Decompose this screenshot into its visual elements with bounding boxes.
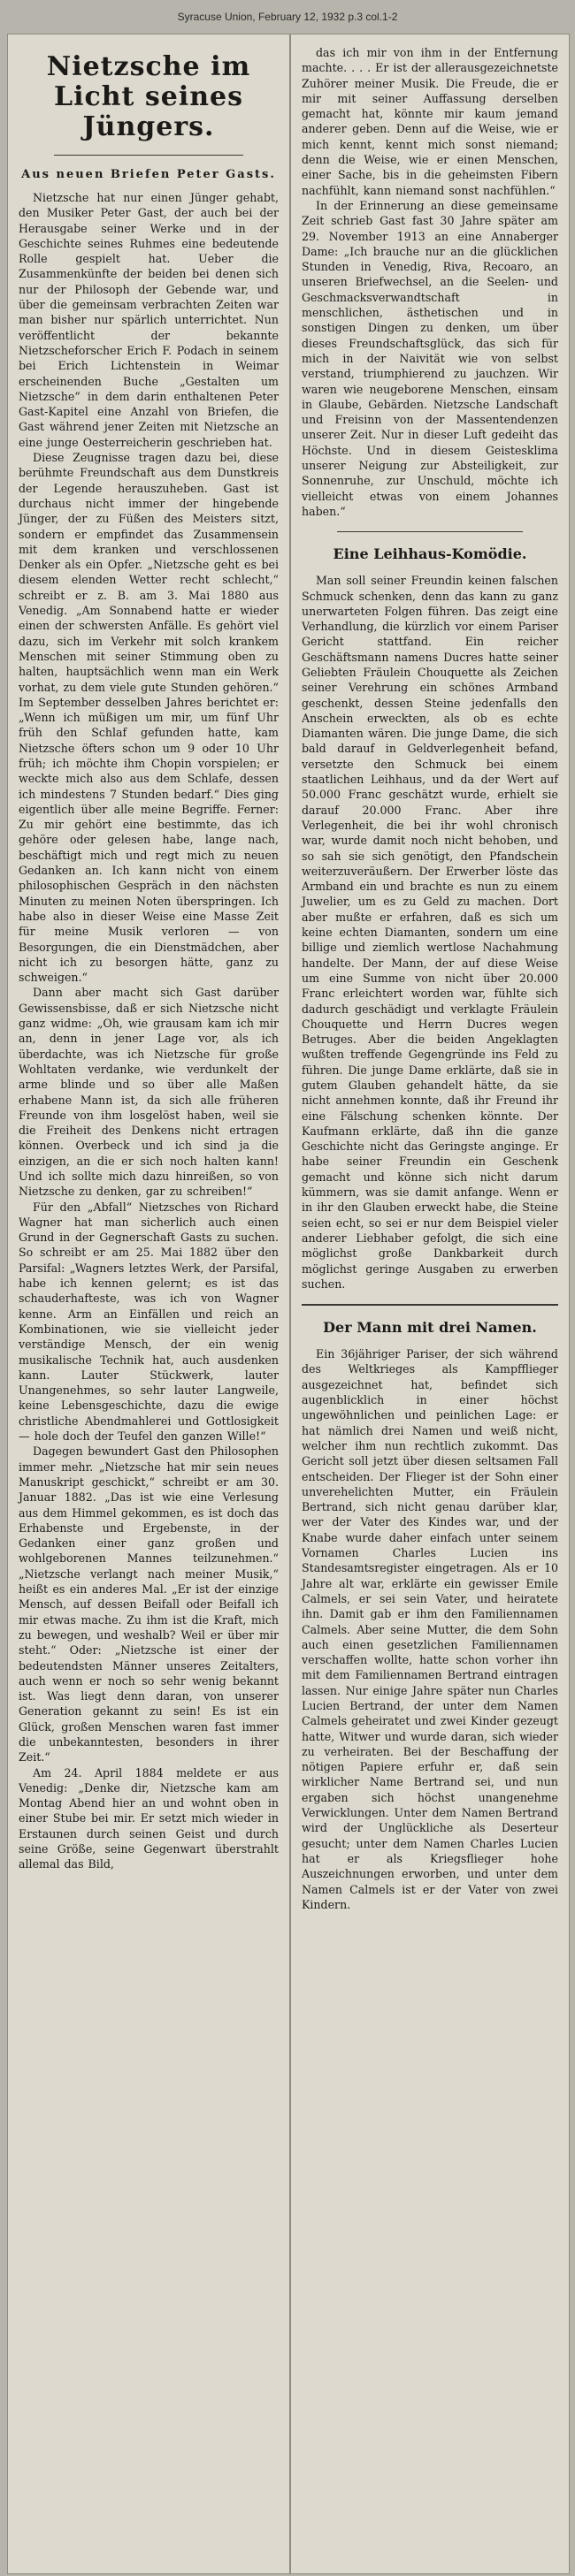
article-paragraph: Nietzsche hat nur einen Jünger gehabt, den Musiker Peter Gast, der auch bei der Herausgabe seiner Werke und in der Geschichte seines Ruhmes eine bedeutende Rolle gespielt hat. Ueber die Zusammenkünfte der beiden bei denen sich nur der Philosoph der Gebende war, und über die gemeinsam verbrachten Zeiten war man bisher nur spärlich unterrichtet. Nun veröffentlicht der bekannte Nietzscheforscher Erich F. Podach in seinem bei Erich Lichtenstein in Weimar erscheinenden Buche „Gestalten um Nietzsche“ in dem darin enthaltenen Peter Gast-Kapitel eine Anzahl von Briefen, die Gast während jener Zeiten mit Nietzsche an eine junge Oesterreicherin geschrieben hat. xyxy=(19,191,279,449)
article-paragraph: Dagegen bewundert Gast den Philosophen immer mehr. „Nietzsche hat mir sein neues Manuskript geschickt,“ schreibt er am 30. Januar 1882. „Das ist wie eine Verlesung aus dem Himmel gekommen, es ist doch das Erhabenste und Ergebenste, in der Gedanken einer ganz großen und wohlgeborenen Mannes teilzunehmen.“ „Nietzsche verlangt nach meiner Musik,“ heißt es ein anderes Mal. „Er ist der einzige Mensch, auf dessen Beifall oder Beifall ich mir etwas mache. Zu ihm ist die Kraft, mich zu bewegen, und weshalb? Weil er über mir steht.“ Oder: „Nietzsche ist einer der bedeutendsten Männer unseres Zeitalters, auch wenn er noch so sehr wenig bekannt ist. Was liegt denn daran, von unserer Generation gekannt zu sein! Es ist ein Glück, großen Menschen waren fast immer die unbekanntesten, besonders in ihrer Zeit.“ xyxy=(19,1444,279,1764)
newspaper-column-left xyxy=(7,34,290,2574)
article-paragraph: Ein 36jähriger Pariser, der sich während des Weltkrieges als Kampfflieger ausgezeichnet hat, befindet sich augenblicklich in einer höchst ungewöhnlichen und peinlichen Lage: er hat nämlich drei Namen und weiß nicht, welcher ihm nun rechtlich zukommt. Das Gericht soll jetzt über diesen seltsamen Fall entscheiden. Der Flieger ist der Sohn einer unverehelichten Mutter, ein Fräulein Bertrand, sich nicht genau darüber klar, wer der Vater des Kindes war, und der Knabe wurde daher einfach unter seinem Vornamen Charles Lucien ins Standesamtsregister eingetragen. Als er 10 Jahre alt war, erklärte ein gewisser Emile Calmels, er sei sein Vater, und heiratete ihn. Damit gab er ihm den Familiennamen Calmels. Aber seine Mutter, die dem Sohn auch einen gesetzlichen Familiennamen verschaffen wollte, hatte schon vorher ihn mit dem Familiennamen Bertrand eintragen lassen. Nur einige Jahre später nun Charles Lucien Bertrand, der unter dem Namen Calmels geheiratet und zwei Kinder gezeugt hatte, Witwer und wurde daran, sich wieder zu verheiraten. Bei der Beschaffung der nötigen Papiere erfuhr er, daß sein wirklicher Name Bertrand sei, und nun ergaben sich höchst unangenehme Verwicklungen. Unter dem Namen Bertrand wird der Unglückliche als Deserteur gesucht; unter dem Namen Charles Lucien hat er als Kriegsflieger hohe Auszeichnungen erworben, und unter dem Namen Calmels ist er der Vater von zwei Kindern. xyxy=(302,1347,558,1911)
headline-divider xyxy=(54,155,243,156)
section-title-drei-namen: Der Mann mit drei Namen. xyxy=(323,1319,537,1337)
section-title-leihhaus: Eine Leihhaus-Komödie. xyxy=(333,545,527,563)
section-divider xyxy=(302,1304,558,1306)
article-paragraph: Dann aber macht sich Gast darüber Gewissensbisse, daß er sich Nietzsche nicht ganz widme: „Oh, wie grausam kam ich mir an, denn in jener Lage vor, als ich überdachte, was ich Nietzsche für große Wohltaten verdanke, wie verdunkelt der arme blinde und so über alle Maßen erhabene Mann ist, da sich alle früheren Freunde von ihm losgelöst haben, weil sie die Freiheit des Denkens nicht ertragen können. Overbeck und ich sind ja die einzigen, an die er sich noch halten kann! Und ich sollte mich dazu hinreißen, so von Nietzsche zu denken, gar zu schreiben!“ xyxy=(19,986,279,1199)
page-caption: Syracuse Union, February 12, 1932 p.3 col.1-2 xyxy=(177,11,398,23)
article-paragraph: In der Erinnerung an diese gemeinsame Zeit schrieb Gast fast 30 Jahre später am 29. November 1913 an eine Annaberger Dame: „Ich brauche nur an die glücklichen Stunden in Venedig, Riva, Recoaro, an unseren Briefwechsel, an die Seelen- und Geschmacksverwandtschaft in menschlichen, ästhetischen und in sonstigen Dingen zu denken, um über dieses Freundschaftsglück, das sich für mich in der Naivität wie von selbst verstand, triumphierend zu jauchzen. Wir waren wie neugeborene Menschen, einsam in Glaube, Gebärden. Nietzsche Landschaft und Freisinn von der Massentendenzen unserer Zeit. Nur in dieser Luft gedeiht das Höchste. Und in diesem Geistesklima unserer Neigung zur Absteiligkeit, zur Sonnenruhe, zur Unschuld, möchte ich vielleicht etwas von einem Johannes haben.“ xyxy=(302,198,558,518)
article-paragraph: Am 24. April 1884 meldete er aus Venedig: „Denke dir, Nietzsche kam am Montag Abend hier an und wohnt oben in einer Stube bei mir. Er setzt mich wieder in Erstaunen durch seinen Geist und durch seine Größe, seine Gegenwart überstrahlt allemal das Bild, xyxy=(19,1765,279,1871)
article-paragraph: Diese Zeugnisse tragen dazu bei, diese berühmte Freundschaft aus dem Dunstkreis der Legende herauszuheben. Gast ist durchaus nicht immer der hingebende Jünger, der zu Füßen des Meisters sitzt, sondern er empfindet das Zusammensein mit dem kranken und verschlossenen Denker als ein Opfer. „Nietzsche geht es bei diesem elenden Wetter recht schlecht,“ schreibt er z. B. am 3. Mai 1880 aus Venedig. „Am Sonnabend hatte er wieder einen der schwersten Anfälle. Es gehört viel dazu, sich im Verkehr mit solch krankem Menschen mit seiner Stimmung oben zu halten, hauptsächlich wenn man ein Werk vorhat, zu dem viele gute Stunden gehören.“ Im September desselben Jahres berichtet er: „Wenn ich müßigen um mir, um fünf Uhr früh den Schlaf gefunden hatte, kam Nietzsche öfters schon um 9 oder 10 Uhr früh; ich möchte ihm Chopin vorspielen; er weckte mich also aus dem Schlafe, dessen ich mindestens 7 Stunden bedarf.“ Dies ging eigentlich über alle meine Begriffe. Ferner: Zu mir gehört eine bestimmte, das ich gehöre oder gelesen habe, lange nach, beschäftigt mich und regt mich zu neuen Gedanken an. Ich kann nicht von einem philosophischen Gespräch in den nächsten Minuten zu meinen Noten überspringen. Ich habe also in dieser Weise eine Masse Zeit für meine Musik verloren — von Besorgungen, die ein Dienstmädchen, aber nicht ich zu besorgen hätte, ganz zu schweigen.“ xyxy=(19,451,279,985)
article-paragraph-continued: das ich mir von ihm in der Entfernung machte. . . . Er ist der allerausgezeichnetste Zuhörer meiner Musik. Die Freude, die er mir mit seiner Auffassung derselben gemacht hat, könnte mir kaum jemand anderer geben. Denn auf die Weise, wie er mich kennt, kennt mich sonst niemand; denn die Weise, wie er einen Menschen, einer Sache, bis in die geheimsten Fibern nachfühlt, kann niemand sonst nachfühlen.“ xyxy=(302,46,558,197)
section-divider xyxy=(337,531,523,532)
article-paragraph: Für den „Abfall“ Nietzsches von Richard Wagner hat man sicherlich auch einen Grund in der Gegnerschaft Gasts zu suchen. So schreibt er am 25. Mai 1882 über den Parsifal: „Wagners letztes Werk, der Parsifal, habe ich kennen gelernt; es ist das schauderhafteste, was ich von Wagner kenne. Arm an Einfällen und reich an Kombinationen, wie sie vielleicht jeder verständige Mensch, der ein wenig musikalische Technik hat, auch ausdenken kann. Lauter Stückwerk, lauter Unangenehmes, so sehr lauter Langweile, keine Lebensgeschichte, dazu die ewige christliche Abendmahlerei und Gottlosigkeit — hole doch der Teufel den ganzen Wille!“ xyxy=(19,1200,279,1444)
article-paragraph: Man soll seiner Freundin keinen falschen Schmuck schenken, denn das kann zu ganz unerwarteten Folgen führen. Das zeigt eine Verhandlung, die kürzlich vor einem Pariser Gericht stattfand. Ein reicher Geschäftsmann namens Ducres hatte seiner Geliebten Fräulein Chouquette als Zeichen seiner Verehrung ein schönes Armband geschenkt, dessen Steine jedenfalls den Anschein erweckten, als ob es echte Diamanten wären. Die junge Dame, die sich bald darauf in Geldverlegenheit befand, versetzte den Schmuck bei einem staatlichen Leihhaus, und da der Wert auf 50.000 Franc geschätzt wurde, erhielt sie darauf 20.000 Franc. Aber ihre Verlegenheit, die bei ihr wohl chronisch war, wurde damit noch nicht behoben, und so sah sie sich genötigt, den Pfandschein weiterzuveräußern. Der Erwerber löste das Armband ein und brachte es nun zu einem Juwelier, um es zu Geld zu machen. Dort aber mußte er erfahren, daß es sich um keine echten Diamanten, sondern um eine billige und ziemlich wertlose Nachahmung handelte. Der Mann, der auf diese Weise um eine Summe von nicht über 20.000 Franc erleichtert worden war, fühlte sich dadurch geschädigt und verklagte Fräulein Chouquette und Herrn Ducres wegen Betruges. Aber die beiden Angeklagten wußten treffende Gegengründe ins Feld zu führen. Die junge Dame erklärte, daß sie in gutem Glauben gehandelt hätte, da sie nicht annehmen konnte, daß ihr Freund ihr eine Fälschung schenken könnte. Der Kaufmann erklärte, daß ihn die ganze Geschichte nicht das Geringste anginge. Er habe seiner Freundin ein Geschenk gemacht und könne sich nicht darum kümmern, was sie damit anfange. Wenn er in ihr den Glauben erweckt habe, die Steine seien echt, so sei er nur dem Beispiel vieler anderer Liebhaber gefolgt, die sich eine möglichst große Dankbarkeit durch möglichst geringe Ausgaben zu erwerben suchen. xyxy=(302,574,558,1291)
newspaper-column-right xyxy=(290,34,570,2574)
article-headline: Nietzsche im Licht seines Jüngers. xyxy=(46,51,251,142)
article-byline: Aus neuen Briefen Peter Gasts. xyxy=(21,168,276,181)
